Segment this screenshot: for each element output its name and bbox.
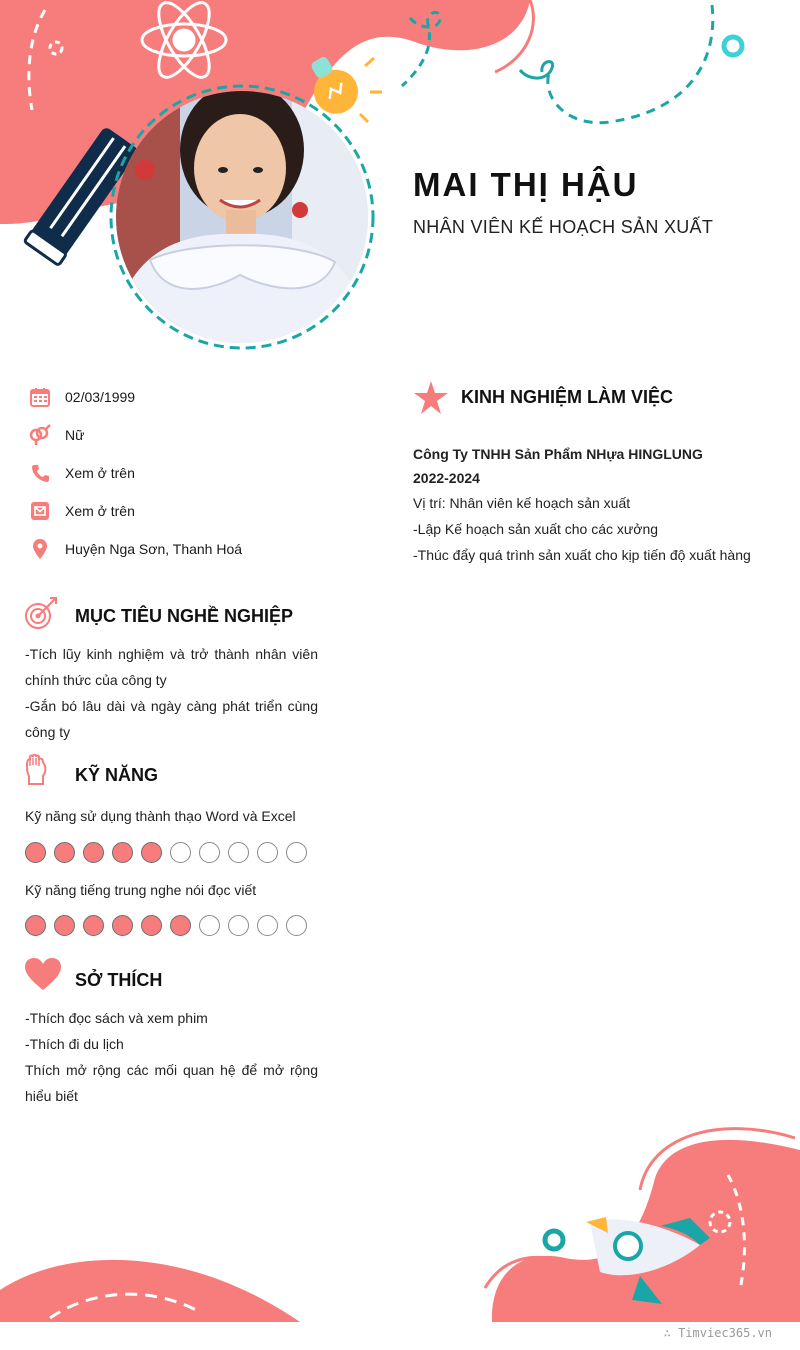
location-icon [28, 538, 52, 560]
skill-rating [25, 842, 307, 863]
contact-gender [28, 424, 358, 446]
calendar-icon [28, 386, 52, 408]
contact-phone [28, 462, 358, 484]
watermark: ∴ Timviec365.vn [663, 1326, 772, 1340]
skill-rating [25, 915, 307, 936]
rating-dot-empty [286, 915, 307, 936]
contact-birthday [28, 386, 358, 408]
rating-dot-empty [199, 842, 220, 863]
rating-dot-filled [54, 915, 75, 936]
hobby-line: -Thích đọc sách và xem phim [25, 1010, 208, 1026]
rating-dot-empty [286, 842, 307, 863]
phone-text: Xem ở trên [65, 465, 135, 481]
rating-dot-empty [257, 842, 278, 863]
candidate-name: MAI THỊ HẬU [413, 166, 639, 203]
birthday-text: 02/03/1999 [65, 389, 136, 405]
skill-label: Kỹ năng tiếng trung nghe nói đọc viết [25, 882, 257, 898]
rating-dot-filled [170, 915, 191, 936]
email-icon [28, 500, 52, 522]
experience-block [413, 442, 773, 568]
objective-line: -Tích lũy kinh nghiệm và trở thành nhân viên chính thức của công ty [25, 646, 318, 688]
experience-detail: Vị trí: Nhân viên kế hoạch sản xuất [413, 495, 631, 511]
rating-dot-filled [83, 915, 104, 936]
rating-dot-filled [54, 842, 75, 863]
rating-dot-empty [199, 915, 220, 936]
rating-dot-filled [25, 915, 46, 936]
fist-icon [24, 754, 48, 786]
email-text: Xem ở trên [65, 503, 135, 519]
experience-detail: -Lập Kế hoạch sản xuất cho các xưởng [413, 521, 659, 537]
skills-heading: KỸ NĂNG [75, 765, 159, 785]
contact-email [28, 500, 358, 522]
job-title: NHÂN VIÊN KẾ HOẠCH SẢN XUẤT [413, 217, 714, 237]
company-name: Công Ty TNHH Sản Phẩm NHựa HINGLUNG [413, 446, 703, 462]
contact-address [28, 538, 358, 560]
rating-dot-filled [112, 915, 133, 936]
address-text: Huyện Nga Sơn, Thanh Hoá [65, 541, 243, 557]
star-icon [414, 381, 448, 414]
objective-heading: MỤC TIÊU NGHỀ NGHIỆP [75, 606, 294, 626]
rating-dot-empty [170, 842, 191, 863]
objective-line: -Gắn bó lâu dài và ngày càng phát triển cùng công ty [25, 698, 318, 740]
rating-dot-filled [141, 915, 162, 936]
rating-dot-empty [257, 915, 278, 936]
work-period: 2022-2024 [413, 470, 480, 486]
hobby-line: -Thích đi du lịch [25, 1036, 124, 1052]
experience-detail: -Thúc đẩy quá trình sản xuất cho kịp tiến độ xuất hàng [413, 547, 751, 563]
avatar-photo [110, 82, 373, 350]
hobbies-heading: SỞ THÍCH [75, 970, 163, 990]
rating-dot-filled [25, 842, 46, 863]
phone-icon [28, 462, 52, 484]
experience-heading: KINH NGHIỆM LÀM VIỆC [461, 387, 674, 407]
target-icon [24, 596, 58, 630]
hobbies-text [25, 1005, 318, 1109]
gender-text: Nữ [65, 427, 85, 443]
rating-dot-filled [83, 842, 104, 863]
objective-text [25, 641, 318, 745]
skill-label: Kỹ năng sử dụng thành thạo Word và Excel [25, 808, 296, 824]
rating-dot-empty [228, 842, 249, 863]
heart-icon [24, 957, 62, 991]
rating-dot-filled [141, 842, 162, 863]
hobby-line: Thích mở rộng các mối quan hệ để mở rộng hiểu biết [25, 1062, 318, 1104]
rating-dot-filled [112, 842, 133, 863]
rating-dot-empty [228, 915, 249, 936]
gender-icon [28, 424, 52, 446]
